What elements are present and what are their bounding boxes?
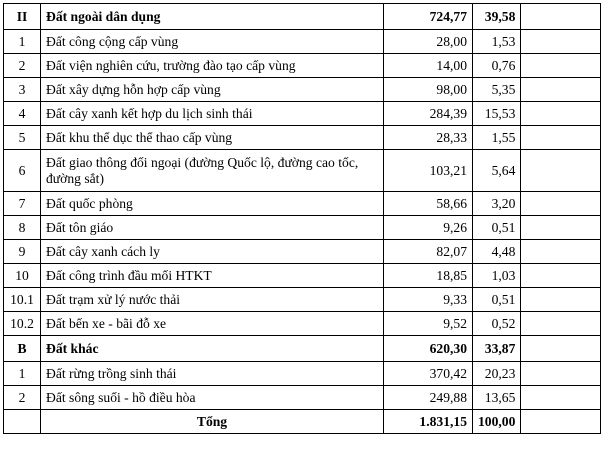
area-value: 9,52 (384, 312, 473, 336)
area-value: 82,07 (384, 240, 473, 264)
empty-cell (521, 362, 601, 386)
table-body (4, 4, 601, 434)
land-type-name: Đất ngoài dân dụng (41, 4, 384, 30)
total-row (4, 410, 601, 434)
table-row (4, 54, 601, 78)
land-type-name: Đất cây xanh cách ly (41, 240, 384, 264)
row-number: 10 (4, 264, 41, 288)
area-value: 9,26 (384, 216, 473, 240)
land-type-name: Đất khác (41, 336, 384, 362)
empty-cell (521, 150, 601, 192)
table-row (4, 4, 601, 30)
percent-value: 3,20 (473, 192, 521, 216)
empty-cell (521, 288, 601, 312)
percent-value: 5,64 (473, 150, 521, 192)
table-row (4, 102, 601, 126)
area-value: 370,42 (384, 362, 473, 386)
land-type-name: Đất bến xe - bãi đỗ xe (41, 312, 384, 336)
land-use-table (3, 3, 601, 434)
row-number: 6 (4, 150, 41, 192)
percent-value: 0,51 (473, 216, 521, 240)
area-value: 9,33 (384, 288, 473, 312)
row-number: 4 (4, 102, 41, 126)
row-number: 2 (4, 386, 41, 410)
area-value: 620,30 (384, 336, 473, 362)
empty-cell (521, 126, 601, 150)
row-number: 8 (4, 216, 41, 240)
percent-value: 0,76 (473, 54, 521, 78)
row-number: 10.1 (4, 288, 41, 312)
table-row (4, 312, 601, 336)
row-number: B (4, 336, 41, 362)
row-number: 9 (4, 240, 41, 264)
land-type-name: Đất quốc phòng (41, 192, 384, 216)
area-value: 284,39 (384, 102, 473, 126)
empty-cell (521, 4, 601, 30)
table-row (4, 216, 601, 240)
land-type-name: Đất trạm xử lý nước thải (41, 288, 384, 312)
empty-cell (521, 192, 601, 216)
row-number: 3 (4, 78, 41, 102)
area-value: 18,85 (384, 264, 473, 288)
row-number: II (4, 4, 41, 30)
row-number: 1 (4, 362, 41, 386)
land-type-name: Đất công trình đầu mối HTKT (41, 264, 384, 288)
total-empty-cell (521, 410, 601, 434)
area-value: 28,00 (384, 30, 473, 54)
empty-cell (521, 386, 601, 410)
percent-value: 1,55 (473, 126, 521, 150)
percent-value: 39,58 (473, 4, 521, 30)
empty-cell (521, 264, 601, 288)
empty-cell (521, 240, 601, 264)
total-area: 1.831,15 (384, 410, 473, 434)
row-number: 10.2 (4, 312, 41, 336)
table-row (4, 240, 601, 264)
land-type-name: Đất xây dựng hỗn hợp cấp vùng (41, 78, 384, 102)
percent-value: 1,53 (473, 30, 521, 54)
empty-cell (521, 336, 601, 362)
table-row (4, 336, 601, 362)
area-value: 28,33 (384, 126, 473, 150)
percent-value: 15,53 (473, 102, 521, 126)
total-blank-cell (4, 410, 41, 434)
table-row (4, 30, 601, 54)
row-number: 7 (4, 192, 41, 216)
percent-value: 1,03 (473, 264, 521, 288)
land-type-name: Đất sông suối - hồ điều hòa (41, 386, 384, 410)
empty-cell (521, 78, 601, 102)
row-number: 5 (4, 126, 41, 150)
percent-value: 4,48 (473, 240, 521, 264)
table-row (4, 78, 601, 102)
empty-cell (521, 54, 601, 78)
area-value: 14,00 (384, 54, 473, 78)
row-number: 1 (4, 30, 41, 54)
land-type-name: Đất viện nghiên cứu, trường đào tạo cấp vùng (41, 54, 384, 78)
land-type-name: Đất công cộng cấp vùng (41, 30, 384, 54)
table-row (4, 288, 601, 312)
land-type-name: Đất khu thể dục thể thao cấp vùng (41, 126, 384, 150)
percent-value: 5,35 (473, 78, 521, 102)
land-type-name: Đất tôn giáo (41, 216, 384, 240)
total-percent: 100,00 (473, 410, 521, 434)
percent-value: 20,23 (473, 362, 521, 386)
table-row (4, 362, 601, 386)
area-value: 98,00 (384, 78, 473, 102)
percent-value: 33,87 (473, 336, 521, 362)
percent-value: 13,65 (473, 386, 521, 410)
table-row (4, 264, 601, 288)
percent-value: 0,52 (473, 312, 521, 336)
total-label: Tổng (41, 410, 384, 434)
row-number: 2 (4, 54, 41, 78)
area-value: 249,88 (384, 386, 473, 410)
area-value: 58,66 (384, 192, 473, 216)
empty-cell (521, 30, 601, 54)
land-type-name: Đất giao thông đối ngoại (đường Quốc lộ, đường cao tốc, đường sắt) (41, 150, 384, 192)
table-row (4, 126, 601, 150)
empty-cell (521, 312, 601, 336)
empty-cell (521, 216, 601, 240)
land-type-name: Đất rừng trồng sinh thái (41, 362, 384, 386)
table-row (4, 192, 601, 216)
table-row (4, 150, 601, 192)
area-value: 724,77 (384, 4, 473, 30)
land-type-name: Đất cây xanh kết hợp du lịch sinh thái (41, 102, 384, 126)
empty-cell (521, 102, 601, 126)
percent-value: 0,51 (473, 288, 521, 312)
table-row (4, 386, 601, 410)
area-value: 103,21 (384, 150, 473, 192)
